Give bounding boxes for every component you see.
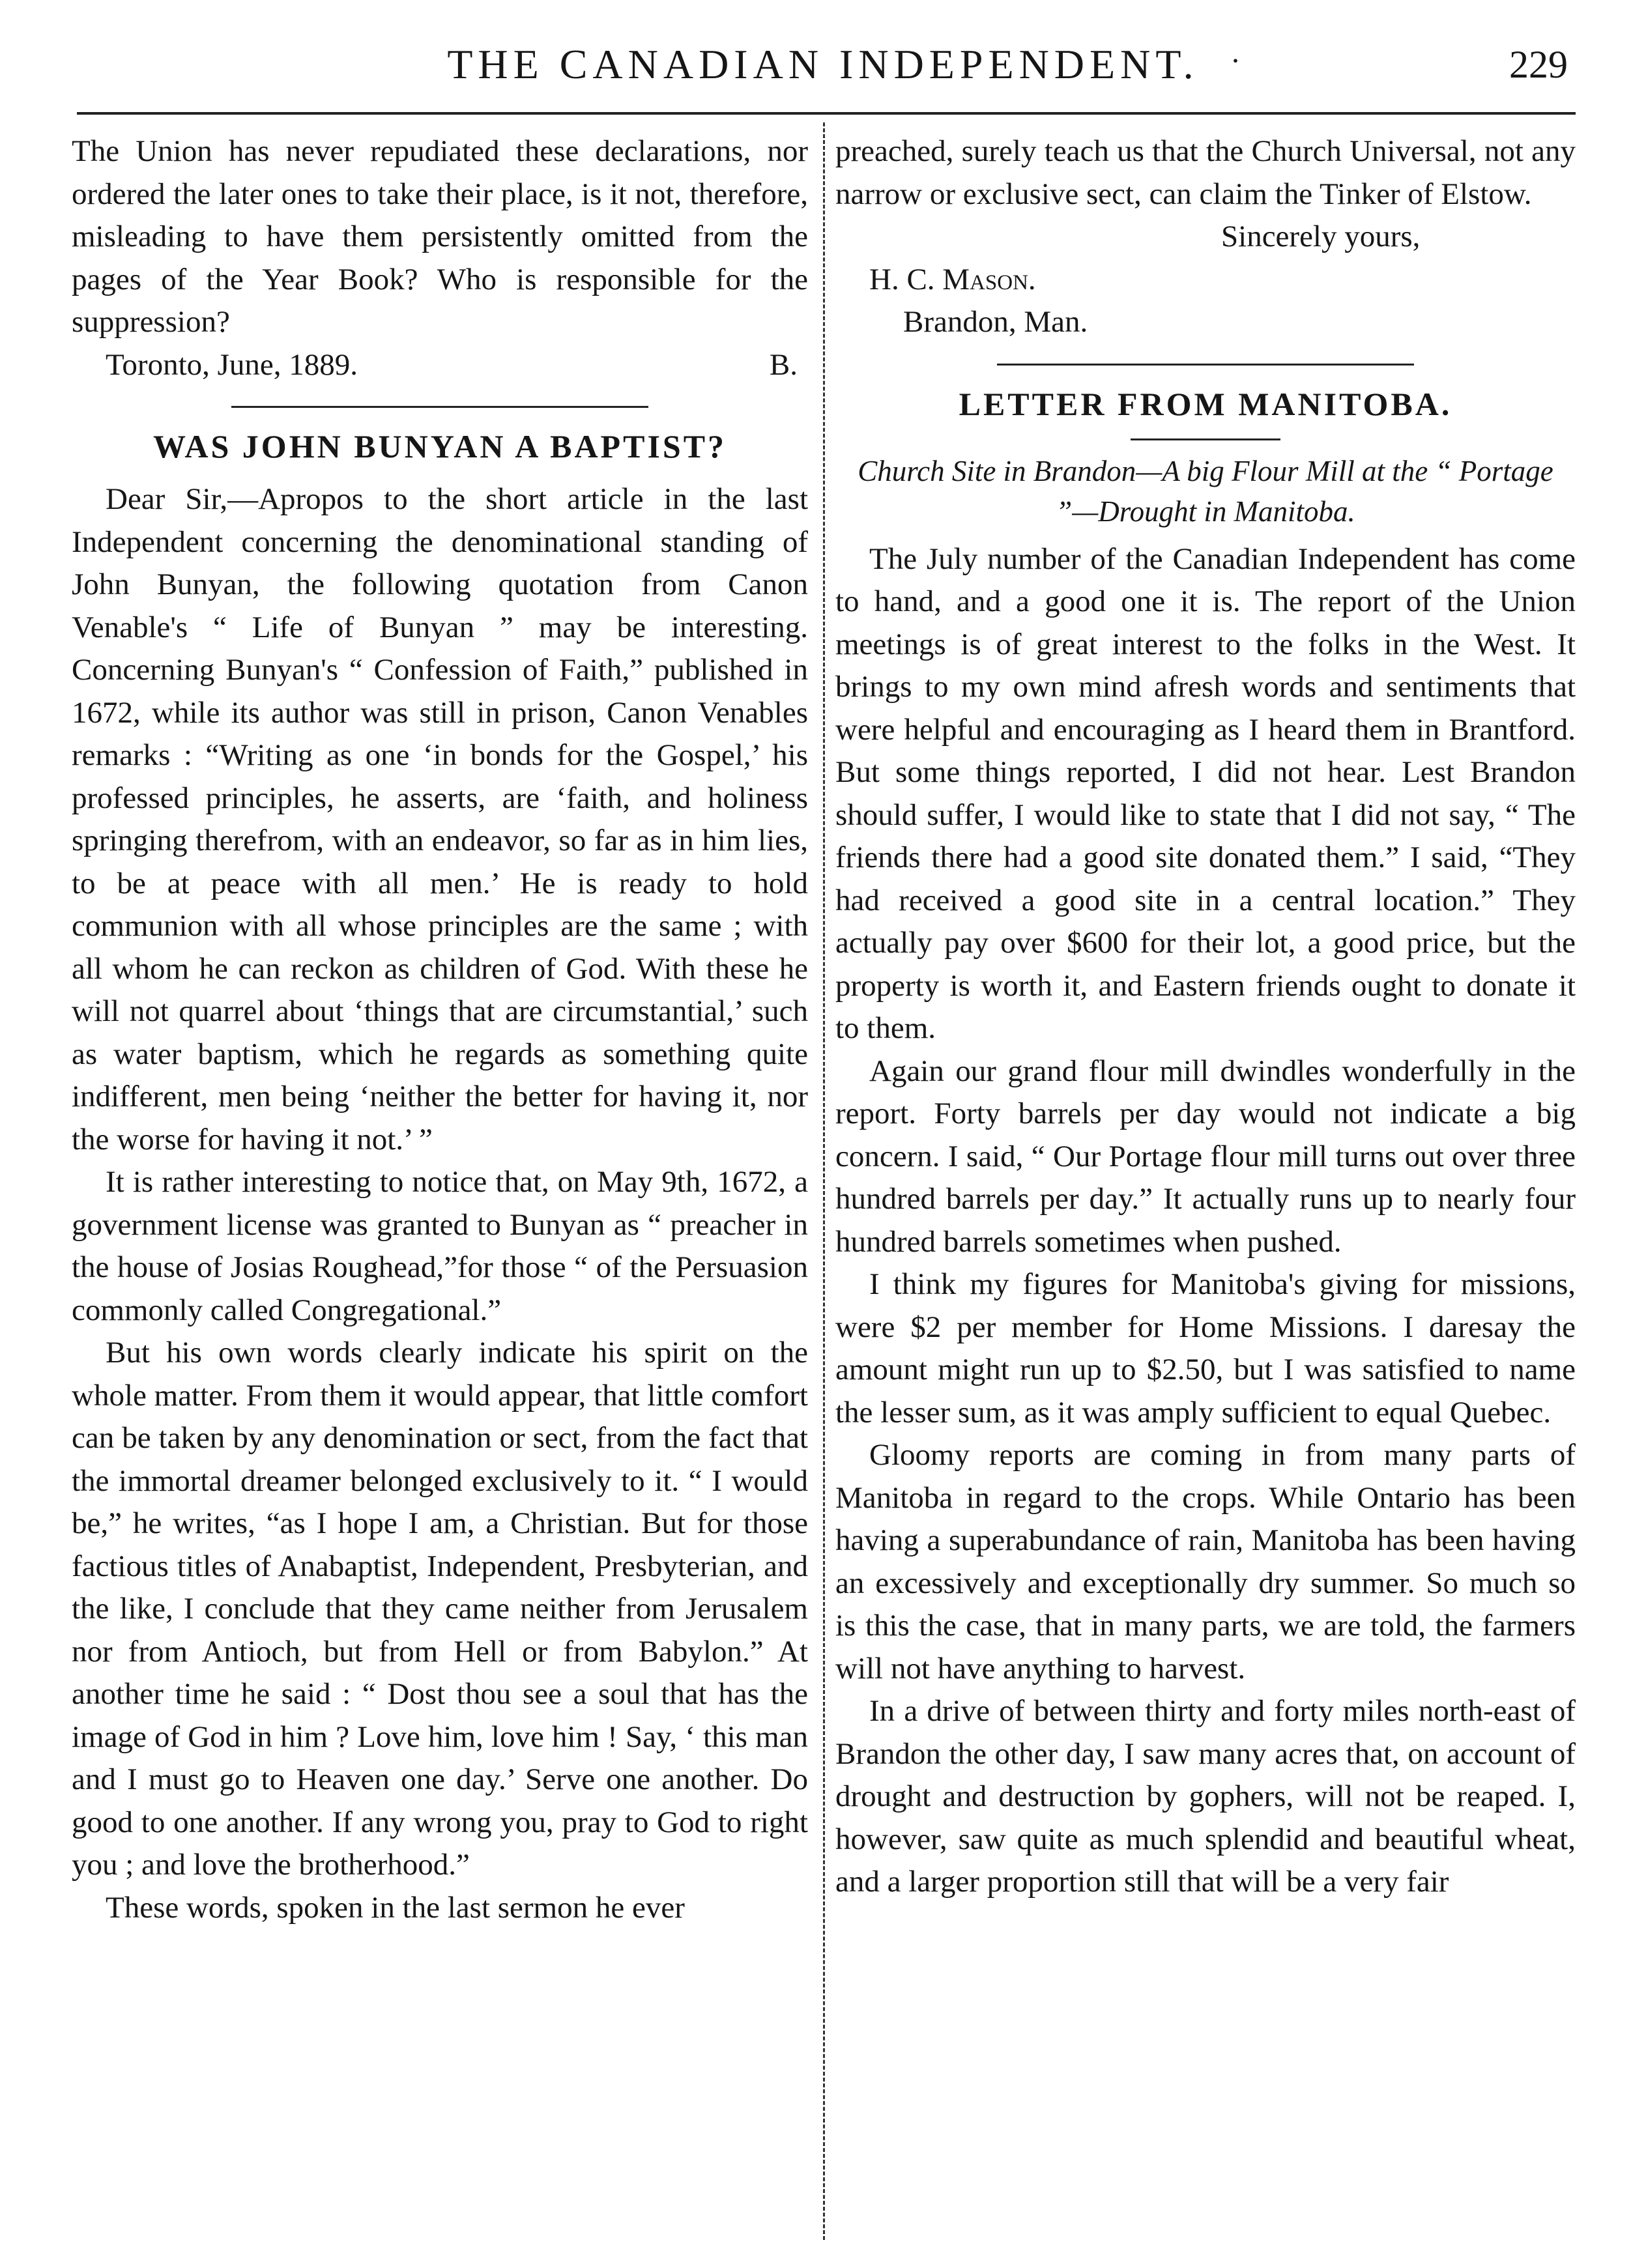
article-paragraph: The July number of the Canadian Independent has come to hand, and a good one it is. The report of the Union meetings is of great interest to the folks in the West. It brings to my own mind afresh words and sentiments that were helpful and encouraging as I heard them in Brantford. But some things reported, I did not hear. Lest Brandon should suffer, I would like to state that I did not say, “ The friends there had a good site donated them.” I said, “They had received a good site in a central location.” They actually pay over $600 for their lot, a good price, but the property is worth it, and Eastern friends ought to donate it to them. (835, 541, 1576, 1045)
article-paragraph: These words, spoken in the last sermon he ever (106, 1890, 685, 1925)
article-title: WAS JOHN BUNYAN A BAPTIST? (152, 428, 727, 465)
article-paragraph: Gloomy reports are coming in from many parts of Manitoba in regard to the crops. While Ontario has been having a superabundance of rain, Manitoba has been having an excessively and exceptionally dry summer. So much so is this the case, that in many parts, we are told, the farmers will not have anything to harvest. (835, 1438, 1576, 1686)
column-divider (823, 122, 825, 2240)
letter-signature: H. C. Mason. (869, 262, 1036, 296)
running-head (0, 29, 1646, 100)
article-paragraph: It is rather interesting to notice that, on May 9th, 1672, a government license was granted to Bunyan as “ preacher in the house of Josias Roughead,”for those “ of the Persuasion commonly called Congregational.” (72, 1165, 808, 1327)
article-subtitle: Church Site in Brandon—A big Flour Mill at the “ Portage ”—Drought in Manitoba. (858, 454, 1553, 528)
section-rule (997, 364, 1414, 366)
article-paragraph: Dear Sir,—Apropos to the short article in the last Independent concerning the denominational standing of John Bunyan, the following quotation from Canon Venable's “ Life of Bunyan ” may be interesting. Concerning Bunyan's “ Confession of Faith,” published in 1672, while its author was still in prison, Canon Venables remarks : “Writing as one ‘in bonds for the Gospel,’ his professed principles, he asserts, are ‘faith, and holiness springing therefrom, with an endeavor, so far as in him lies, to be at peace with all men.’ He is ready to hold communion with all whose principles are the same ; with all whom he can reckon as children of God. With these he will not quarrel about ‘things that are circumstantial,’ such as water baptism, which he regards as something quite indifferent, men being ‘neither the better for having it, nor the worse for having it not.’ ” (72, 482, 808, 1156)
left-column (72, 130, 808, 1929)
spacer (72, 469, 808, 478)
article-paragraph: Again our grand flour mill dwindles wonderfully in the report. Forty barrels per day would not indicate a big concern. I said, “ Our Portage flour mill turns out over three hundred barrels per day.” It actually runs up to nearly four hundred barrels sometimes when pushed. (835, 1054, 1576, 1259)
journal-title: THE CANADIAN INDEPENDENT. (447, 41, 1199, 87)
continued-paragraph: The Union has never repudiated these declarations, nor ordered the later ones to take their place, is it not, therefore, misleading to have them persistently omitted from the pages of the Year Book? Who is responsible for the suppression? (72, 134, 808, 339)
right-column (835, 130, 1576, 1904)
page-number: 229 (1509, 43, 1568, 86)
article-paragraph: But his own words clearly indicate his spirit on the whole matter. From them it would appear, that little comfort can be taken by any denomination or sect, from the fact that the immortal dreamer belonged exclusively to it. “ I would be,” he writes, “as I hope I am, a Christian. But for those factious titles of Anabaptist, Independent, Presbyterian, and the like, I conclude that they came neither from Jerusalem nor from Antioch, but from Hell or from Babylon.” At another time he said : “ Dost thou see a soul that has the image of God in him ? Love him, love him ! Say, ‘ this man and I must go to Heaven one day.’ Serve one another. Do good to one another. If any wrong you, pray to God to right you ; and love the brotherhood.” (72, 1336, 808, 1882)
dateline-text: Toronto, June, 1889. (106, 347, 358, 382)
article-title: LETTER FROM MANITOBA. (959, 385, 1452, 422)
article-paragraph: I think my figures for Manitoba's giving for missions, were $2 per member for Home Missions. I daresay the amount might run up to $2.50, but I was satisfied to name the lesser sum, as it was amply sufficient to equal Quebec. (835, 1267, 1576, 1429)
section-rule (231, 406, 648, 408)
letter-place: Brandon, Man. (903, 305, 1088, 339)
header-dot: · (1230, 44, 1241, 78)
continued-paragraph: preached, surely teach us that the Church Universal, not any narrow or exclusive sect, can claim the Tinker of Elstow. (835, 134, 1576, 211)
title-rule (1131, 438, 1280, 440)
letter-signoff: Sincerely yours, (1221, 220, 1421, 253)
author-initial: B. (769, 347, 798, 382)
article-paragraph: In a drive of between thirty and forty miles north-east of Brandon the other day, I saw many acres that, on account of drought and destruction by gophers, will not be reaped. I, however, saw quite as much splendid and beautiful wheat, and a larger proportion still that will be a very fair (835, 1694, 1576, 1899)
header-rule (77, 112, 1576, 115)
dateline (72, 344, 808, 387)
